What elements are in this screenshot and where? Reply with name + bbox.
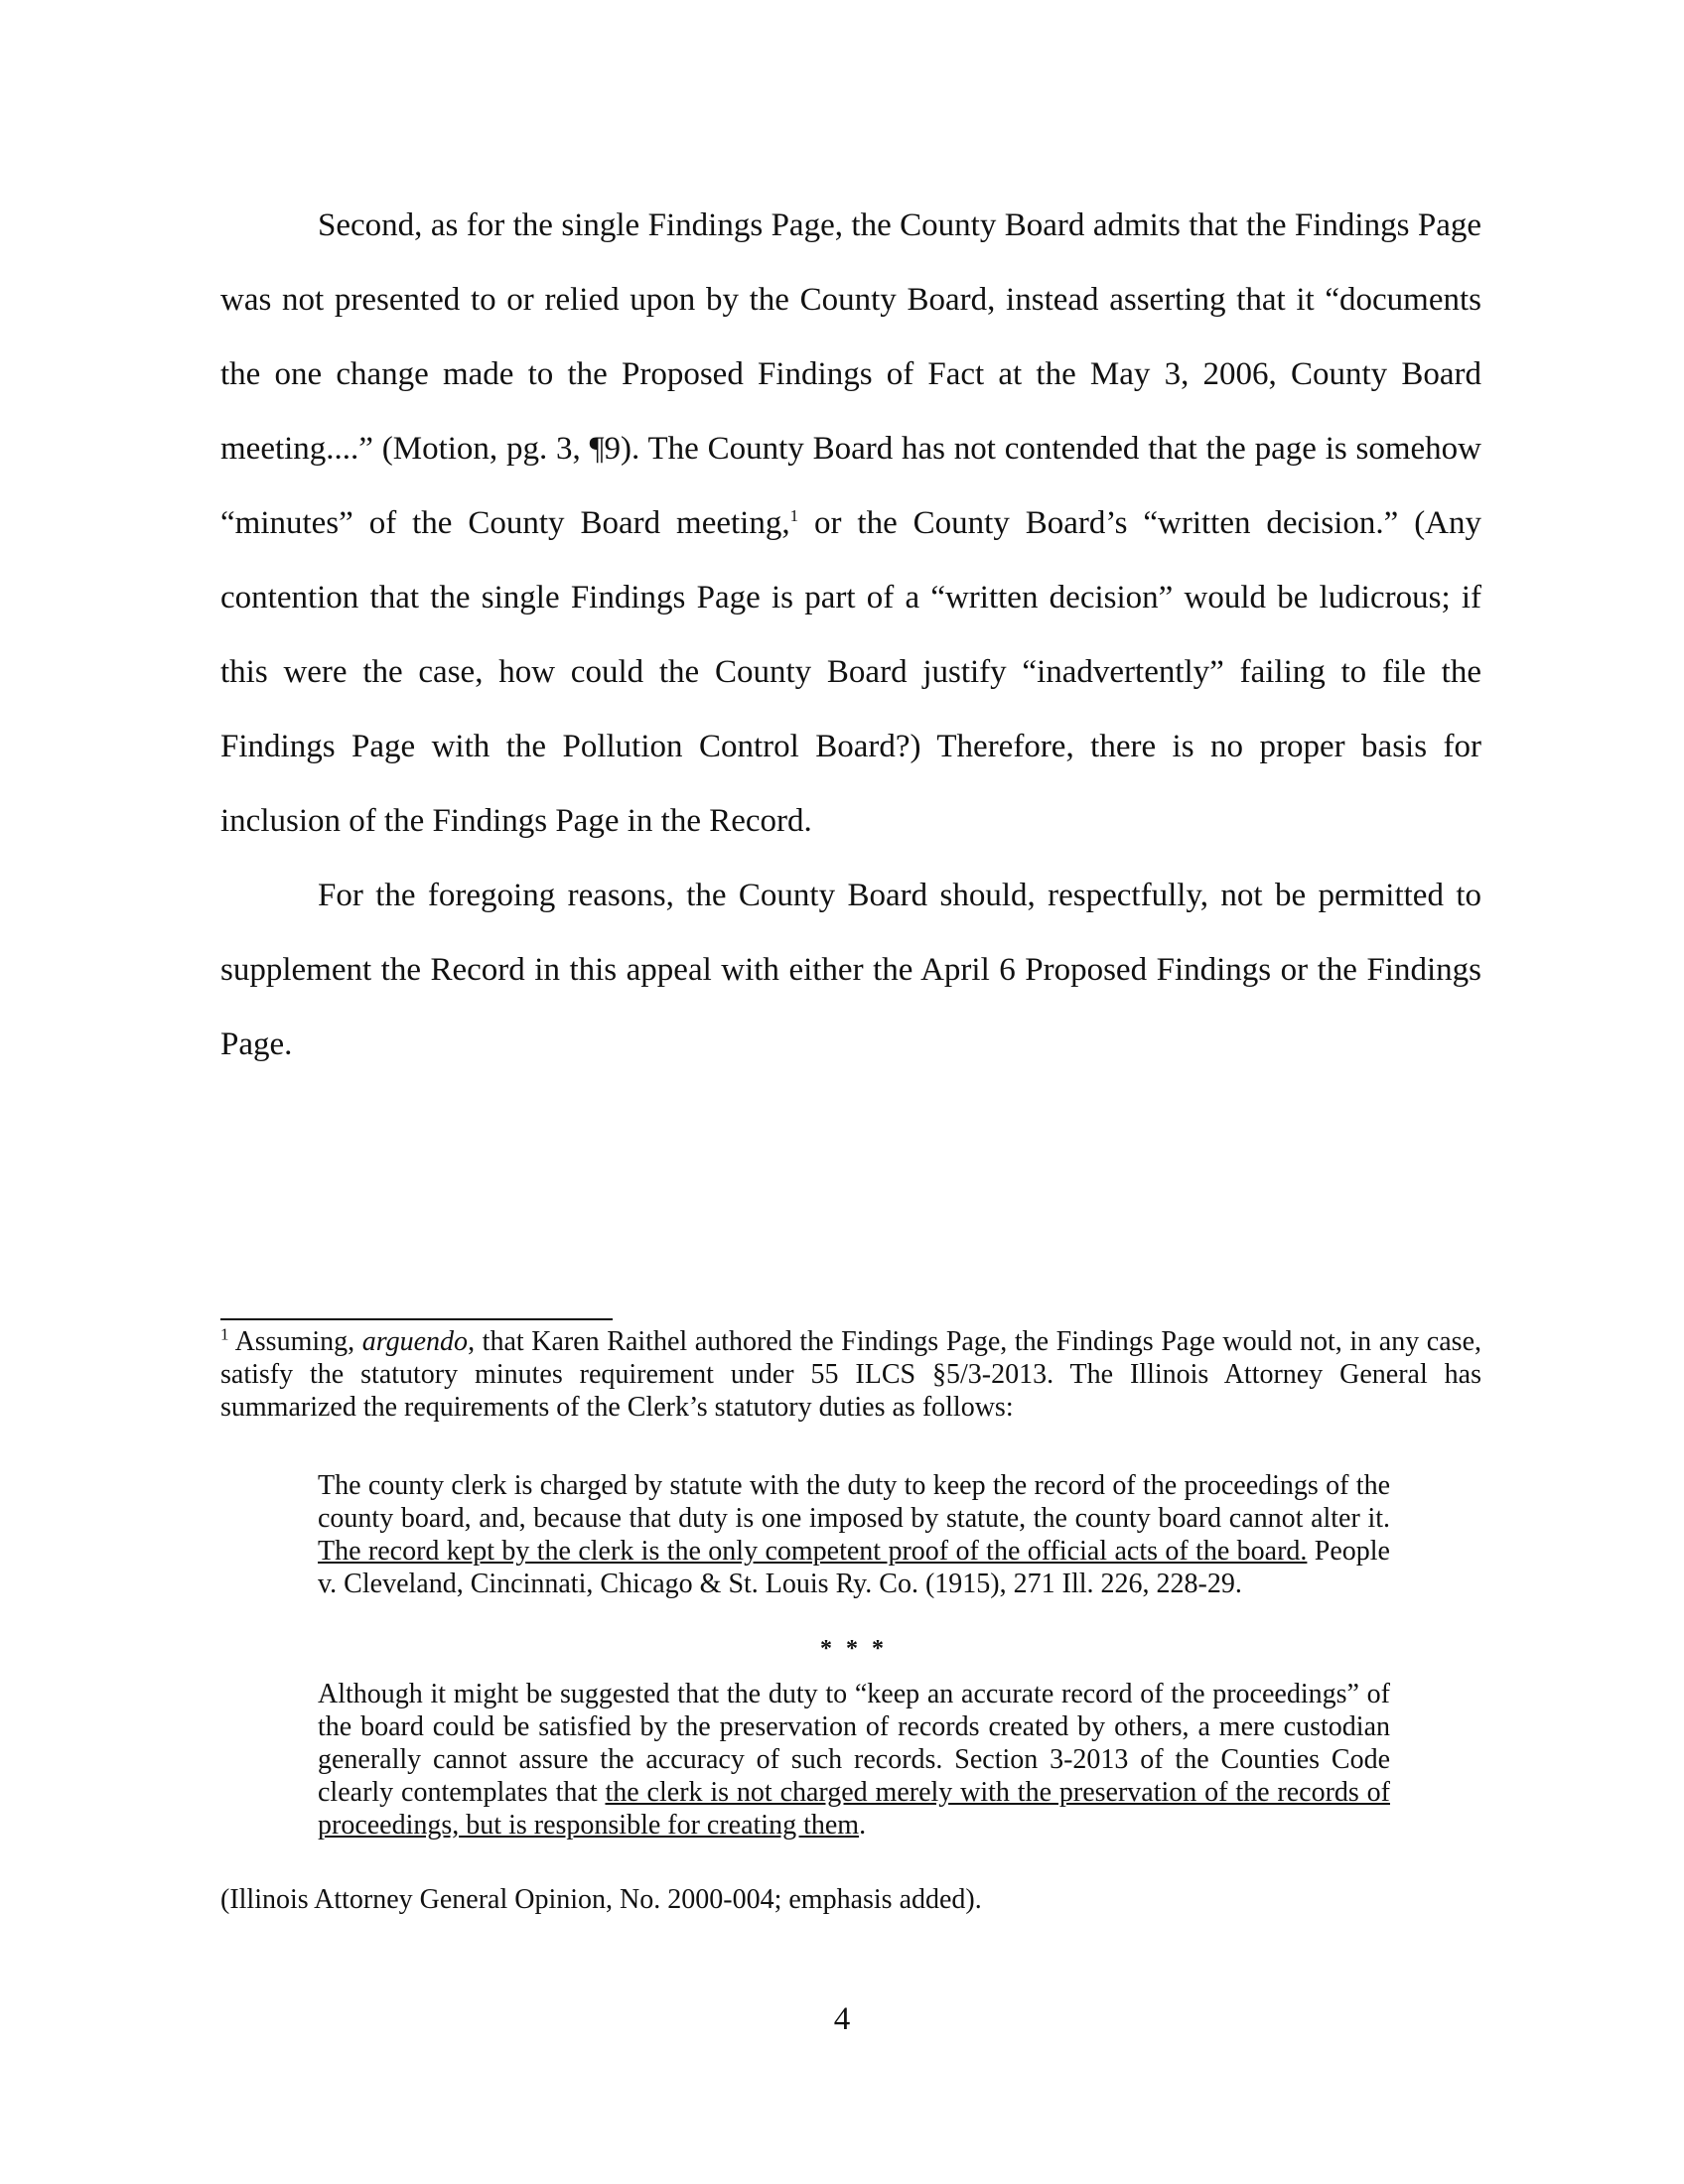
quote-source: (Illinois Attorney General Opinion, No. 2000-004; emphasis added). xyxy=(220,1884,982,1915)
footnote-intro xyxy=(220,1325,1481,1424)
paragraph-conclusion: For the foregoing reasons, the County Board should, respectfully, not be permitted to supplement the Record in this appeal with either the April 6 Proposed Findings or the Findings Page. xyxy=(220,878,1481,1062)
paragraph-findings-page xyxy=(220,189,1481,859)
page-number: 4 xyxy=(833,2001,851,2037)
footnote xyxy=(220,1325,1481,1424)
block-quote-2 xyxy=(318,1678,1390,1842)
footnote-italic-term: arguendo xyxy=(361,1326,469,1357)
quote-text: People v. Cleveland, Cincinnati, Chicago & St. Louis Ry. Co. (1915), 271 Ill. 226, 228-29. xyxy=(318,1536,1390,1599)
footnote-mark: 1 xyxy=(220,1324,229,1344)
footnote-reference: 1 xyxy=(789,506,799,525)
quote-underlined-text: The record kept by the clerk is the only competent proof of the official acts of the board. xyxy=(318,1536,1308,1567)
footnote-text: Assuming, xyxy=(228,1326,362,1357)
block-quote-1 xyxy=(318,1469,1390,1600)
footnote-text: , that Karen Raithel authored the Findings Page, the Findings Page would not, in any case, satisfy the statutory minutes requirement under 55 ILCS §5/3-2013. The Illinois Attorney General has summarized the requirements of the Clerk’s statutory duties as follows: xyxy=(220,1326,1481,1423)
paragraph-text: or the County Board’s “written decision.” (Any contention that the single Findings Page is part of a “written decision” would be ludicrous; if this were the case, how could the County Board justify “inadvertently” failing to file the Findings Page with the Pollution Control Board?) Therefore, there is no proper basis for inclusion of the Findings Page in the Record. xyxy=(220,505,1482,839)
ellipsis-stars: * * * xyxy=(820,1636,888,1662)
paragraph-text: Second, as for the single Findings Page, the County Board admits that the Findings Page was not presented to or relied upon by the County Board, instead asserting that it “documents the one change made to the Proposed Findings of Fact at the May 3, 2006, County Board meeting....” (Motion, pg. 3, ¶9). The County Board has not contended that the page is somehow “minutes” of the County Board meeting, xyxy=(220,207,1481,541)
quote-text: The county clerk is charged by statute with the duty to keep the record of the proceedings of the county board, and, because that duty is one imposed by statute, the county board cannot alter it. xyxy=(318,1470,1390,1534)
quote-text: . xyxy=(859,1810,867,1841)
body-text xyxy=(220,189,1481,1082)
quote-underlined-text: the clerk is not charged merely with the preservation of the records of proceedings, but is responsible for creating them xyxy=(318,1777,1390,1841)
footnote-separator xyxy=(220,1318,613,1320)
quote-text: Although it might be suggested that the duty to “keep an accurate record of the proceedings” of the board could be satisfied by the preservation of records created by others, a mere custodian generally cannot assure the accuracy of such records. Section 3-2013 of the Counties Code clearly contemplates that xyxy=(318,1679,1390,1808)
